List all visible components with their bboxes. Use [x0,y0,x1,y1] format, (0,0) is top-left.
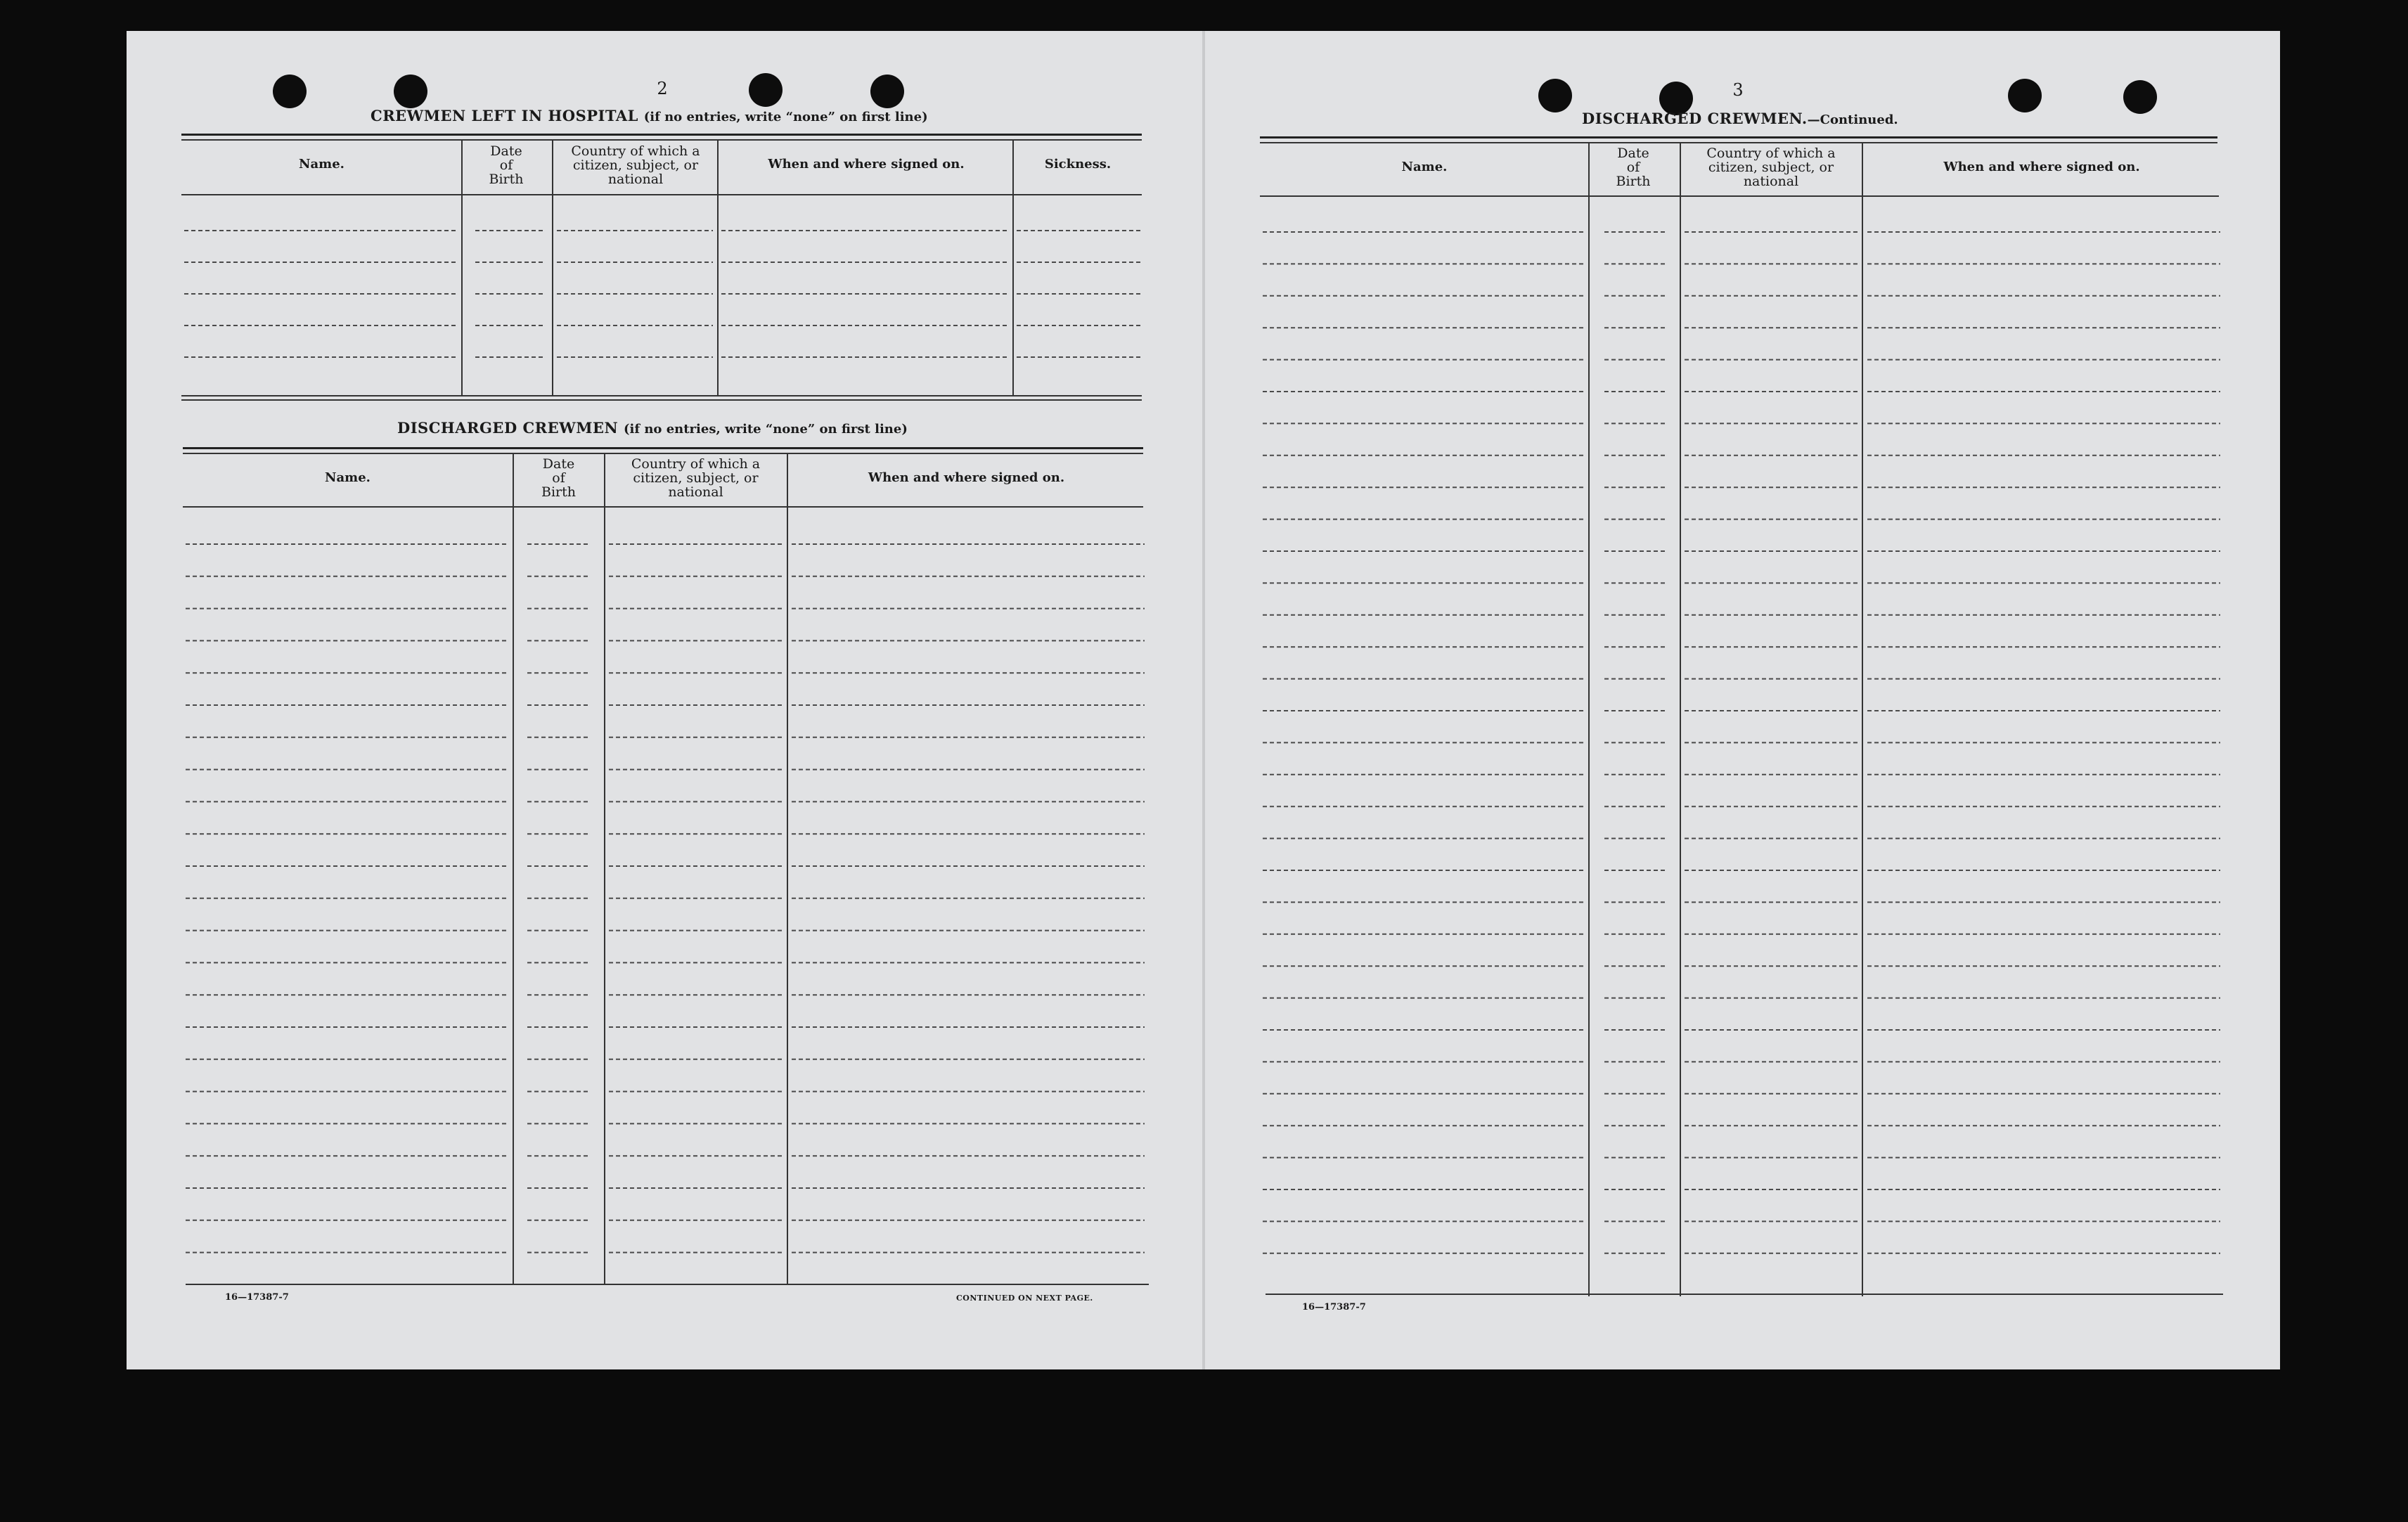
hospital-title-text: CREWMEN LEFT IN HOSPITAL [371,107,638,124]
col-name-header: Name. [325,470,371,485]
page-number: 3 [1732,80,1744,100]
col-dob-header: Date of Birth [489,143,524,187]
col-dob-header: Date of Birth [1616,146,1651,189]
hospital-instruction: (if no entries, write “none” on first line) [643,110,928,124]
page-number: 2 [657,79,668,98]
continued-note: CONTINUED ON NEXT PAGE. [956,1294,1093,1303]
col-sickness-header: Sickness. [1044,157,1112,172]
col-when-where-header: When and where signed on. [868,470,1065,485]
col-country-header: Country of which a citizen, subject, or national [631,456,761,500]
discharged-title-text: DISCHARGED CREWMEN [397,419,619,437]
continued-title-suffix: —Continued. [1807,112,1898,127]
section-rule [1266,1294,2223,1295]
continued-title-text: DISCHARGED CREWMEN. [1582,110,1808,127]
discharged-instruction: (if no entries, write “none” on first line) [623,422,908,437]
form-number: 16—17387-7 [225,1292,289,1303]
col-when-where-header: When and where signed on. [1943,160,2140,174]
col-when-where-header: When and where signed on. [768,157,965,172]
form-number: 16—17387-7 [1302,1302,1366,1313]
col-name-header: Name. [1401,160,1448,174]
col-name-header: Name. [299,157,345,172]
col-country-header: Country of which a citizen, subject, or national [571,143,700,187]
col-country-header: Country of which a citizen, subject, or national [1706,146,1836,189]
col-dob-header: Date of Birth [541,456,576,500]
